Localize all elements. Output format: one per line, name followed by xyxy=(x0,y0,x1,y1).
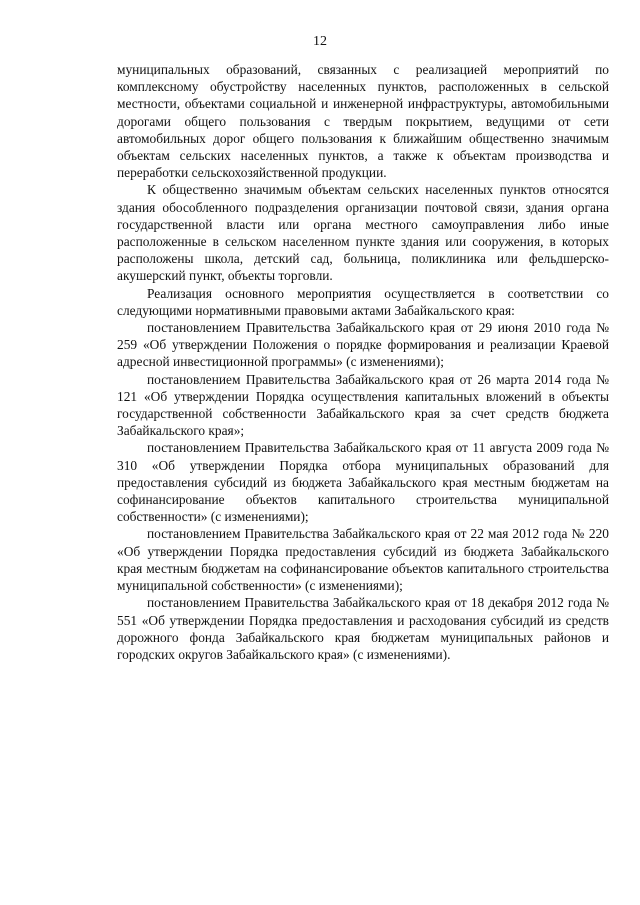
paragraph-resolution-259: постановлением Правительства Забайкальского края от 29 июня 2010 года № 259 «Об утверждении Положения о порядке формирования и реализации Краевой адресной инвестиционной программы» (с изменениями); xyxy=(117,320,609,370)
paragraph-resolution-121: постановлением Правительства Забайкальского края от 26 марта 2014 года № 121 «Об утверждении Порядка осуществления капитальных вложений в объекты государственной собственности Забайкальского края за счет средств бюджета Забайкальского края»; xyxy=(117,371,609,439)
paragraph-public-objects-definition: К общественно значимым объектам сельских населенных пунктов относятся здания обособленного подразделения организации почтовой связи, здания органа государственной власти или органа местного самоуправления либо иные расположенные в сельском населенном пункте здания или сооружения, в которых расположены школа, детский сад, больница, поликлиника или фельдшерско-акушерский пункт, объекты торговли. xyxy=(117,182,609,284)
paragraph-continuation: муниципальных образований, связанных с реализацией мероприятий по комплексному обустройству населенных пунктов, расположенных в сельской местности, объектами социальной и инженерной инфраструктуры, автомобильными дорогами общего пользования с твердым покрытием, ведущими от сети автомобильных дорог общего пользования к ближайшим общественно значимым объектам сельских населенных пунктов, а также к объектам производства и переработки сельскохозяйственной продукции. xyxy=(117,62,609,181)
document-body xyxy=(117,61,609,663)
paragraph-resolution-310: постановлением Правительства Забайкальского края от 11 августа 2009 года № 310 «Об утверждении Порядка отбора муниципальных образований для предоставления субсидий из бюджета Забайкальского края местным бюджетам на софинансирование объектов капитального строительства муниципальной собственности» (с изменениями); xyxy=(117,440,609,525)
paragraph-legal-basis-intro: Реализация основного мероприятия осуществляется в соответствии со следующими нормативными правовыми актами Забайкальского края: xyxy=(117,285,609,318)
page-number: 12 xyxy=(313,34,327,49)
paragraph-resolution-220: постановлением Правительства Забайкальского края от 22 мая 2012 года № 220 «Об утверждении Порядка предоставления субсидий из бюджета Забайкальского края местным бюджетам на софинансирование объектов капитального строительства муниципальной собственности» (с изменениями); xyxy=(117,526,609,594)
paragraph-resolution-551: постановлением Правительства Забайкальского края от 18 декабря 2012 года № 551 «Об утверждении Порядка предоставления и расходования субсидий из средств дорожного фонда Забайкальского края бюджетам муниципальных районов и городских округов Забайкальского края» (с изменениями). xyxy=(117,595,609,662)
